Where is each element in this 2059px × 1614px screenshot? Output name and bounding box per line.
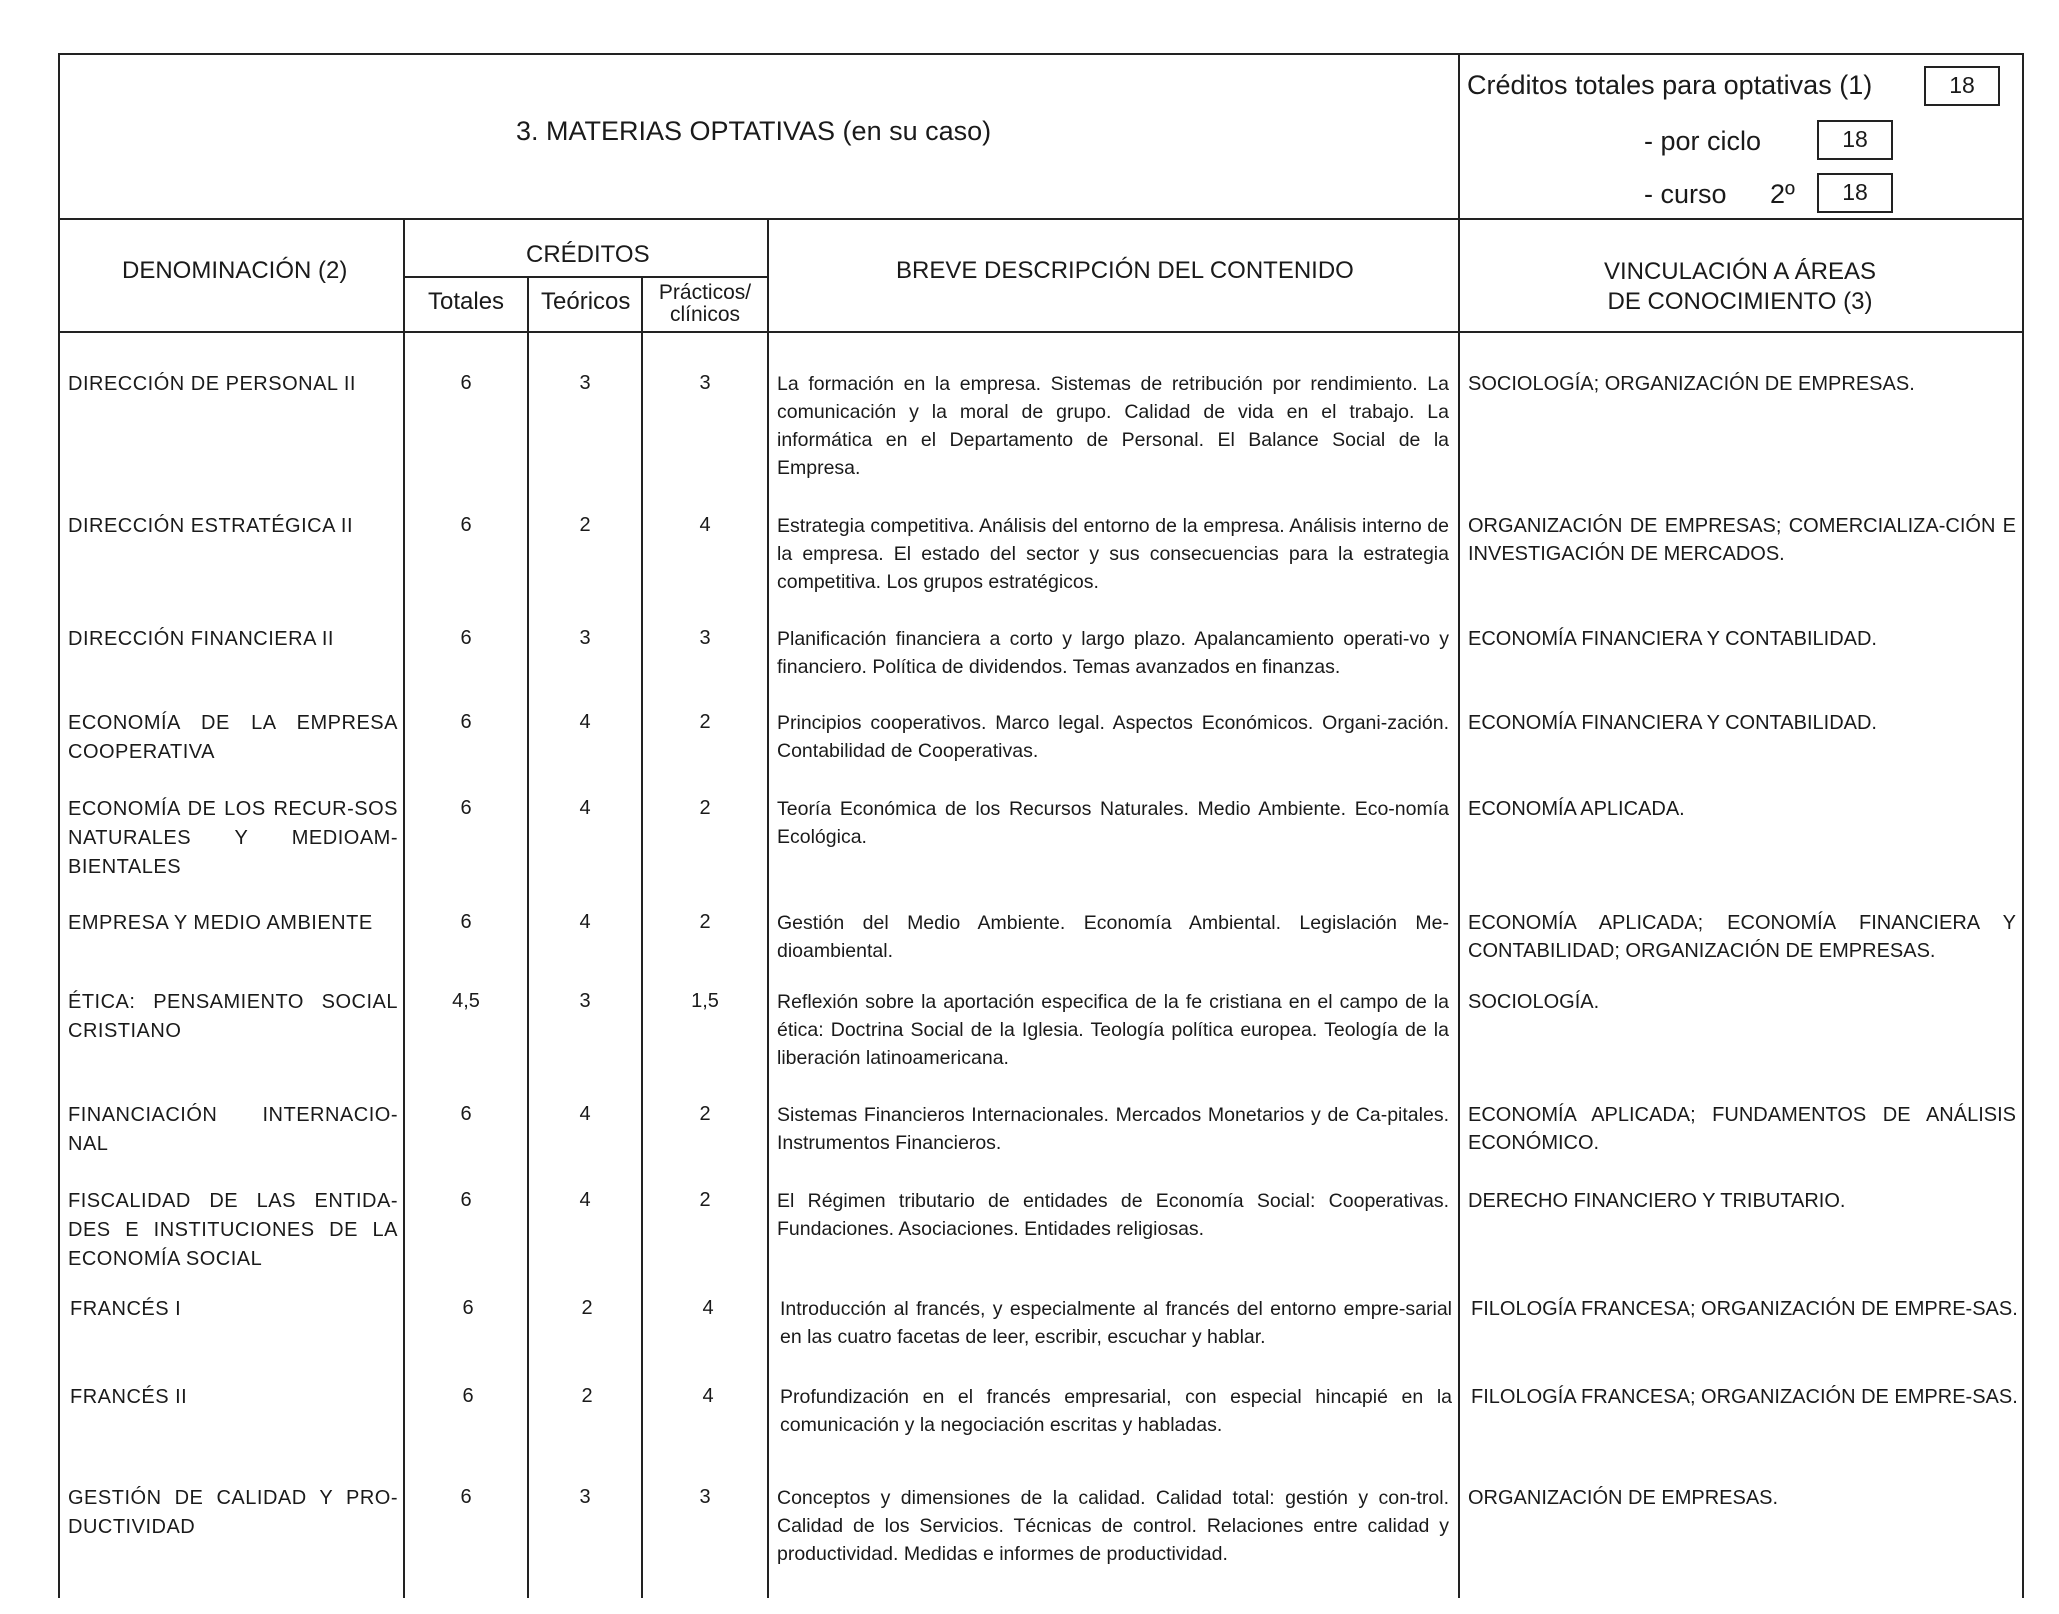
header-bottom-border — [58, 218, 2024, 220]
row-area: DERECHO FINANCIERO Y TRIBUTARIO. — [1468, 1190, 1846, 1212]
row-description: Reflexión sobre la aportación especifica de la fe cristiana en el campo de la ética: Doctrina Social de la Iglesia. Teología política europea. Teología de la liberación latinoamericana. — [777, 991, 1449, 1069]
row-area: ORGANIZACIÓN DE EMPRESAS; COMERCIALIZA-CIÓN E INVESTIGACIÓN DE MERCADOS. — [1468, 515, 2016, 565]
col-header-descripcion: BREVE DESCRIPCIÓN DEL CONTENIDO — [896, 257, 1354, 284]
credits-total-box: 18 — [1924, 66, 2000, 106]
col-line-teoricos — [641, 276, 643, 1598]
row-area: ECONOMÍA APLICADA. — [1468, 798, 1685, 820]
row-totales: 6 — [460, 1486, 472, 1508]
row-totales: 6 — [460, 711, 472, 733]
row-description: Principios cooperativos. Marco legal. Aspectos Económicos. Organi-zación. Contabilidad de Cooperativas. — [777, 712, 1449, 762]
row-area: ORGANIZACIÓN DE EMPRESAS. — [1468, 1487, 1779, 1509]
row-name: DIRECCIÓN ESTRATÉGICA II — [68, 515, 353, 537]
row-name: FISCALIDAD DE LAS ENTIDA-DES E INSTITUCIONES DE LA ECONOMÍA SOCIAL — [68, 1190, 398, 1270]
row-totales: 4,5 — [452, 990, 480, 1012]
row-name: ECONOMÍA DE LOS RECUR-SOS NATURALES Y MEDIOAM-BIENTALES — [68, 798, 398, 878]
col-line-desc — [1458, 218, 1460, 1598]
row-totales: 6 — [460, 797, 472, 819]
col-header-totales: Totales — [428, 288, 505, 315]
column-header-bottom-border — [58, 331, 2024, 333]
row-name: DIRECCIÓN FINANCIERA II — [68, 628, 334, 650]
col-header-denominacion: DENOMINACIÓN (2) — [122, 257, 348, 284]
row-area: FILOLOGÍA FRANCESA; ORGANIZACIÓN DE EMPRE-SAS. — [1471, 1298, 2018, 1320]
row-practicos: 3 — [699, 1486, 711, 1508]
credits-total-label: Créditos totales para optativas (1) — [1467, 70, 1873, 100]
course-year: 2º — [1770, 179, 1795, 209]
row-practicos: 4 — [699, 514, 711, 536]
row-practicos: 4 — [702, 1297, 714, 1319]
row-practicos: 2 — [699, 711, 711, 733]
row-totales: 6 — [460, 372, 472, 394]
row-teoricos: 4 — [579, 911, 591, 933]
row-totales: 6 — [460, 1189, 472, 1211]
col-line-practicos — [767, 218, 769, 1598]
row-practicos: 3 — [699, 372, 711, 394]
right-border — [2022, 53, 2024, 1598]
left-border — [58, 53, 60, 1598]
row-name: ECONOMÍA DE LA EMPRESA COOPERATIVA — [68, 712, 398, 763]
row-description: Sistemas Financieros Internacionales. Mercados Monetarios y de Ca-pitales. Instrumentos Financieros. — [777, 1104, 1449, 1154]
row-practicos: 3 — [699, 627, 711, 649]
row-practicos: 1,5 — [691, 990, 719, 1012]
row-teoricos: 2 — [581, 1385, 593, 1407]
row-practicos: 4 — [702, 1385, 714, 1407]
row-area: FILOLOGÍA FRANCESA; ORGANIZACIÓN DE EMPRE-SAS. — [1471, 1386, 2018, 1408]
row-area: ECONOMÍA FINANCIERA Y CONTABILIDAD. — [1468, 712, 1877, 734]
row-practicos: 2 — [699, 1103, 711, 1125]
per-cycle-label: - por ciclo — [1644, 126, 1762, 156]
top-border — [58, 53, 2024, 55]
row-totales: 6 — [460, 1103, 472, 1125]
row-area: ECONOMÍA APLICADA; FUNDAMENTOS DE ANÁLISIS ECONÓMICO. — [1468, 1104, 2016, 1154]
row-totales: 6 — [460, 627, 472, 649]
row-area: SOCIOLOGÍA; ORGANIZACIÓN DE EMPRESAS. — [1468, 373, 1915, 395]
row-description: La formación en la empresa. Sistemas de retribución por rendimiento. La comunicación y la moral de grupo. Calidad de vida en el trabajo. La informática en el Departamento de Personal. El Balance Social de la Empresa. — [777, 373, 1449, 479]
row-teoricos: 3 — [579, 990, 591, 1012]
row-name: GESTIÓN DE CALIDAD Y PRO-DUCTIVIDAD — [68, 1487, 398, 1538]
row-totales: 6 — [460, 514, 472, 536]
col-line-totales — [527, 276, 529, 1598]
row-totales: 6 — [462, 1385, 474, 1407]
row-teoricos: 2 — [579, 514, 591, 536]
course-box: 18 — [1817, 173, 1893, 213]
row-description: Introducción al francés, y especialmente al francés del entorno empre-sarial en las cuatro facetas de leer, escribir, escuchar y hablar. — [780, 1298, 1452, 1348]
col-line-name — [403, 218, 405, 1598]
row-teoricos: 4 — [579, 797, 591, 819]
row-totales: 6 — [460, 911, 472, 933]
row-teoricos: 4 — [579, 711, 591, 733]
row-description: Teoría Económica de los Recursos Naturales. Medio Ambiente. Eco-nomía Ecológica. — [777, 798, 1449, 848]
row-teoricos: 3 — [579, 372, 591, 394]
row-practicos: 2 — [699, 797, 711, 819]
row-description: Estrategia competitiva. Análisis del entorno de la empresa. Análisis interno de la empresa. El estado del sector y sus consecuencias para la estrategia competitiva. Los grupos estratégicos. — [777, 515, 1449, 593]
row-teoricos: 4 — [579, 1189, 591, 1211]
row-name: EMPRESA Y MEDIO AMBIENTE — [68, 912, 373, 934]
row-teoricos: 3 — [579, 627, 591, 649]
row-area: SOCIOLOGÍA. — [1468, 991, 1600, 1013]
row-teoricos: 2 — [581, 1297, 593, 1319]
row-practicos: 2 — [699, 1189, 711, 1211]
row-description: Gestión del Medio Ambiente. Economía Ambiental. Legislación Me-dioambiental. — [777, 912, 1449, 962]
row-description: Planificación financiera a corto y largo plazo. Apalancamiento operati-vo y financiero. Política de dividendos. Temas avanzados en finanzas. — [777, 628, 1449, 678]
section-title: 3. MATERIAS OPTATIVAS (en su caso) — [516, 116, 992, 146]
row-description: Profundización en el francés empresarial, con especial hincapié en la comunicación y la negociación escritas y habladas. — [780, 1386, 1452, 1436]
row-area: ECONOMÍA APLICADA; ECONOMÍA FINANCIERA Y CONTABILIDAD; ORGANIZACIÓN DE EMPRESAS. — [1468, 912, 2016, 962]
col-header-teoricos: Teóricos — [541, 288, 631, 315]
row-name: DIRECCIÓN DE PERSONAL II — [68, 373, 356, 395]
row-description: Conceptos y dimensiones de la calidad. Calidad total: gestión y con-trol. Calidad de los Servicios. Técnicas de control. Relaciones entre calidad y productividad. Medidas e informes de productividad. — [777, 1487, 1449, 1565]
row-teoricos: 3 — [579, 1486, 591, 1508]
course-label: - curso — [1644, 179, 1727, 209]
col-header-practicos: Prácticos/ clínicos — [658, 281, 752, 326]
col-header-creditos: CRÉDITOS — [526, 241, 650, 268]
row-area: ECONOMÍA FINANCIERA Y CONTABILIDAD. — [1468, 628, 1877, 650]
row-totales: 6 — [462, 1297, 474, 1319]
creditos-subheader-line — [404, 276, 768, 278]
row-name: FRANCÉS II — [70, 1386, 188, 1408]
row-name: FRANCÉS I — [70, 1298, 182, 1320]
row-practicos: 2 — [699, 911, 711, 933]
per-cycle-box: 18 — [1817, 120, 1893, 160]
row-name: ÉTICA: PENSAMIENTO SOCIAL CRISTIANO — [68, 991, 398, 1042]
row-description: El Régimen tributario de entidades de Economía Social: Cooperativas. Fundaciones. Asociaciones. Entidades religiosas. — [777, 1190, 1449, 1240]
row-name: FINANCIACIÓN INTERNACIO-NAL — [68, 1104, 398, 1155]
row-teoricos: 4 — [579, 1103, 591, 1125]
col-header-vinculacion: VINCULACIÓN A ÁREAS DE CONOCIMIENTO (3) — [1603, 258, 1877, 315]
